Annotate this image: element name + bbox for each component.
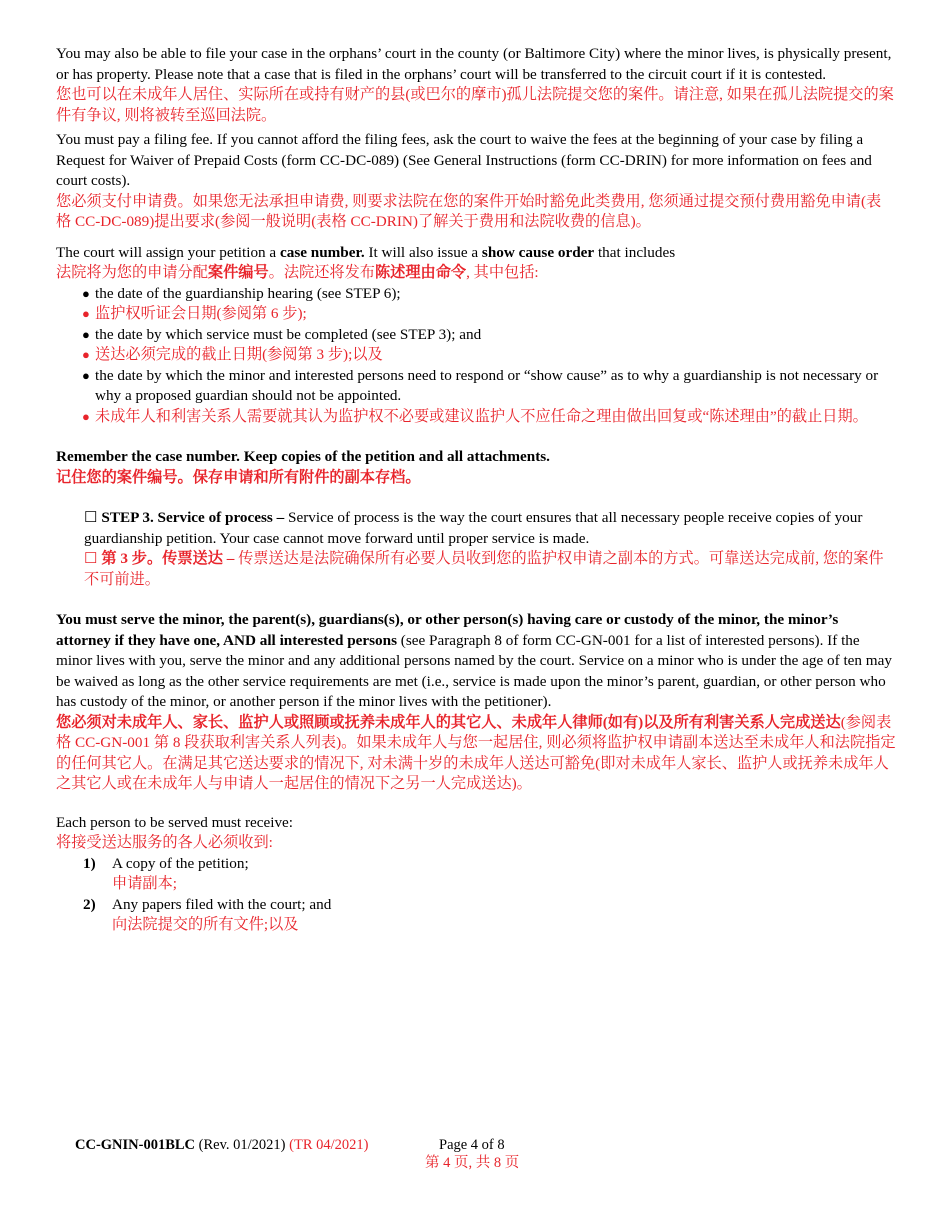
document-page bbox=[56, 44, 896, 936]
service-items-list bbox=[56, 854, 896, 936]
step-3-section: ☐ STEP 3. Service of process – Service of process is the way the court ensures that all necessary people receive copies of your guardianship petition. Your case cannot move forward until proper service is made. ☐ 第 3 步。传票送达 – 传票送达是法院确保所有必要人员收到您的监护权申请之副本的方式。可靠送达完成前, 您的案件不可前进。 bbox=[84, 509, 884, 588]
orphans-court-paragraph-zh: 您也可以在未成年人居住、实际所在或持有财产的县(或巴尔的摩市)孤儿法院提交您的案件。请注意, 如果在孤儿法院提交的案件有争议, 则将被转至巡回法院。 bbox=[56, 86, 894, 124]
bullet-icon: ● bbox=[82, 306, 90, 321]
form-identifier: CC-GNIN-001BLC (Rev. 01/2021) (TR 04/2021) bbox=[75, 1137, 369, 1153]
service-requirements-paragraph-zh: 您必须对未成年人、家长、监护人或照顾或抚养未成年人的其它人、未成年人律师(如有)以及所有利害关系人完成送达(参阅表格 CC-GN-001 第 8 段获取利害关系人列表)。如果未成年人与您一起居住, 则必须将监护权申请副本送达至未成年人和法院指定的任何其它人。在满足其它送达要求的情况下, 对未满十岁的未成年人送达可豁免(即对未成年人家长、监护人或抚养未成年人之其它人或在未成年人与申请人一起居住的情况下之另一人完成送达)。 bbox=[56, 713, 896, 792]
bullet-icon: ● bbox=[82, 347, 90, 362]
step-3-title-zh: 第 3 步。传票送达 – bbox=[101, 550, 235, 567]
case-number-term: case number. bbox=[279, 243, 365, 261]
filing-fee-paragraph-zh: 您必须支付申请费。如果您无法承担申请费, 则要求法院在您的案件开始时豁免此类费用, 您须通过提交预付费用豁免申请(表格 CC-DC-089)提出要求(参阅一般说明(表格 CC-DRIN)了解关于费用和法院收费的信息)。 bbox=[56, 192, 882, 230]
bullet-icon: ● bbox=[82, 367, 90, 383]
step-3-title: STEP 3. Service of process – bbox=[101, 509, 285, 526]
show-cause-order-term: show cause order bbox=[481, 243, 595, 261]
list-item: 2) Any papers filed with the court; and bbox=[83, 895, 332, 913]
remember-case-number-note-zh: 记住您的案件编号。保存申请和所有附件的副本存档。 bbox=[56, 468, 421, 486]
step-3-checkbox[interactable]: ☐ bbox=[84, 509, 98, 526]
list-item: ● 未成年人和利害关系人需要就其认为监护权不必要或建议监护人不应任命之理由做出回复或“陈述理由”的截止日期。 bbox=[56, 407, 896, 428]
case-number-paragraph: The court will assign your petition a case number. It will also issue a show cause order that includes bbox=[56, 243, 676, 261]
list-item: 1) A copy of the petition; bbox=[83, 854, 249, 872]
list-item: ● the date by which the minor and interested persons need to respond or “show cause” as to why a guardianship is not necessary or why a proposed guardian should not be appointed. bbox=[82, 366, 879, 404]
service-requirements-paragraph: You must serve the minor, the parent(s), guardians(s), or other person(s) having care or custody of the minor, the minor’s attorney if they have one, AND all interested persons (see Paragraph 8 of form CC-GN-001 for a list of interested persons). If the minor lives with you, serve the minor and any additional persons named by the court. Service on a minor who is under the age of ten may be waived as long as the other service requirements are met (i.e., service is made upon the minor’s parent, guardian, or other person who has custody of the minor, or another person if the minor lives with the petitioner). bbox=[56, 611, 892, 710]
step-3-checkbox-zh[interactable]: ☐ bbox=[84, 550, 98, 567]
each-person-heading-zh: 将接受送达服务的各人必须收到: bbox=[56, 834, 273, 851]
page-number-zh: 第 4 页, 共 8 页 bbox=[425, 1155, 520, 1171]
list-item: 申请副本; bbox=[112, 875, 177, 892]
show-cause-order-list bbox=[56, 284, 896, 428]
list-item: ● the date by which service must be completed (see STEP 3); and bbox=[56, 325, 896, 346]
page-number: Page 4 of 8 bbox=[439, 1137, 505, 1153]
case-number-paragraph-zh: 法院将为您的申请分配案件编号。法院还将发布陈述理由命令, 其中包括: bbox=[56, 264, 539, 281]
list-item: ● 送达必须完成的截止日期(参阅第 3 步);以及 bbox=[56, 345, 896, 366]
list-item: ● 监护权听证会日期(参阅第 6 步); bbox=[56, 304, 896, 325]
bullet-icon: ● bbox=[82, 326, 90, 342]
each-person-heading: Each person to be served must receive: bbox=[56, 813, 294, 831]
filing-fee-paragraph: You must pay a filing fee. If you cannot afford the filing fees, ask the court to waive the fees at the beginning of your case by filing a Request for Waiver of Prepaid Costs (form CC-DC-089) (See General Instructions (form CC-DRIN) for more information on fees and court costs). bbox=[56, 131, 872, 189]
remember-case-number-note: Remember the case number. Keep copies of the petition and all attachments. bbox=[56, 448, 550, 465]
bullet-icon: ● bbox=[82, 408, 90, 424]
list-item: 向法院提交的所有文件;以及 bbox=[112, 916, 299, 933]
bullet-icon: ● bbox=[82, 285, 90, 301]
list-item: ● the date of the guardianship hearing (see STEP 6); bbox=[56, 284, 896, 305]
orphans-court-paragraph: You may also be able to file your case in the orphans’ court in the county (or Baltimore City) where the minor lives, is physically present, or has property. Please note that a case that is filed in the orphans’ court will be transferred to the circuit court if it is contested. bbox=[56, 45, 892, 83]
